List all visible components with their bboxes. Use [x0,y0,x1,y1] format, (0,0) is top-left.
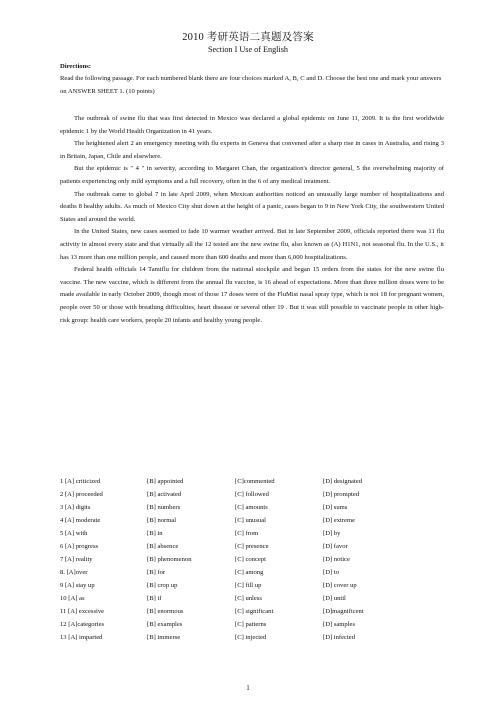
option-a: 13 [A] imparted [60,634,103,641]
option-row [60,569,450,582]
option-a: 7 [A] reality [60,556,93,563]
option-a: 4 [A] moderate [60,517,101,524]
option-row [60,517,450,530]
option-a: 1 [A] criticized [60,478,101,485]
option-c: [C] patterns [235,621,267,628]
option-d: [D] prompted [323,491,360,498]
option-a: 5 [A] with [60,530,88,537]
option-d: [D] extreme [323,517,356,524]
option-a: 12 [A]categories [60,621,105,628]
option-a: 6 [A] progress [60,543,99,550]
option-c: [C] amounts [235,504,268,511]
option-c: [C] from [235,530,259,537]
option-c: [C] presence [235,543,269,550]
option-b: [B] phenomenon [147,556,192,563]
option-d: [D] samples [323,621,356,628]
document-title: 2010 考研英语二真题及答案 [182,32,314,43]
option-c: [C] among [235,569,264,576]
option-a: 11 [A] excessive [60,608,105,615]
option-c: [C]commented [235,478,275,485]
option-row [60,556,450,569]
option-row [60,634,450,647]
option-c: [C] concept [235,556,266,563]
option-b: [B] if [147,595,162,602]
passage-paragraph: But the epidemic is " 4 " in severity, according to Margaret Chan, the organization's director general, 5 the overwhelming majority of patients experiencing only mild symptoms and a full recovery, often in the 6 of any medical treatment. [60,165,444,185]
passage-paragraph: The heightened alert 2 an emergency meeting with flu experts in Geneva that convened after a sharp rise in cases in Australia, and rising 3 in Britain, Japan, Chile and elsewhere. [60,140,444,160]
option-b: [B] appointed [147,478,184,485]
option-c: [C] significant [235,608,274,615]
answer-options [60,478,450,647]
option-d: [D] sums [323,504,348,511]
option-d: [D] cover up [323,582,357,589]
passage [60,113,444,327]
option-c: [C] injected [235,634,267,641]
option-c: [C] followed [235,491,269,498]
option-c: [C] unless [235,595,262,602]
option-c: [C] fill up [235,582,262,589]
option-a: 10 [A] as [60,595,85,602]
option-d: [D] favor [323,543,348,550]
option-row [60,478,450,491]
option-a: 8. [A]over [60,569,88,576]
passage-paragraph: Federal health officials 14 Tamiflu for children from the national stockpile and began 15 orders from the states for the new swine flu vaccine. The new vaccine, which is different from the annual flu vaccine, is 16 ahead of expectations. More than three million doses were to be made available in early October 2009, though most of those 17 doses were of the FluMist nasal spray type, which is not 18 for pregnant women, people over 50 or those with breathing difficulties, heart disease or several other 19 . But it was still possible to vaccinate people in other high-risk group: health care workers, people 20 infants and healthy young people. [60,266,444,324]
option-b: [B] absence [147,543,179,550]
option-row [60,491,450,504]
directions-text: Read the following passage. For each numbered blank there are four choices marked A, B, C and D. Choose the best one and mark your answers on ANSWER SHEET 1. (10 points) [60,75,442,95]
option-a: 9 [A] stay up [60,582,95,589]
page-number: 1 [246,684,250,692]
option-b: [B] for [147,569,166,576]
option-row [60,543,450,556]
option-b: [B] activated [147,491,182,498]
option-b: [B] immerse [147,634,181,641]
option-d: [D] until [323,595,346,602]
option-row [60,504,450,517]
option-a: 3 [A] digits [60,504,91,511]
option-row [60,582,450,595]
option-b: [B] enormous [147,608,184,615]
option-d: [D] by [323,530,341,537]
option-d: [D] infected [323,634,356,641]
passage-paragraph: The outbreak came to global 7 in late April 2009, when Mexican authorities noticed an unusually large number of hospitalizations and deaths 8 healthy adults. As much of Mexico City shut down at the height of a panic, cases began to 9 in New York City, the southwestern United States and around the world. [60,190,444,223]
option-b: [B] numbers [147,504,181,511]
option-row [60,530,450,543]
option-row [60,621,450,634]
option-b: [B] normal [147,517,177,524]
section-heading: Section I Use of English [207,45,289,54]
option-d: [D] to [323,569,339,576]
option-c: [C] unusual [235,517,266,524]
option-row [60,595,450,608]
option-row [60,608,450,621]
option-b: [B] in [147,530,163,537]
option-d: [D] designated [323,478,362,485]
option-d: [D] notice [323,556,350,563]
passage-paragraph: The outbreak of swine flu that was first detected in Mexico was declared a global epidemic on June 11, 2009. It is the first worldwide epidemic 1 by the World Health Organization in 41 years. [60,115,444,135]
option-b: [B] crop up [147,582,178,589]
option-d: [D]magnificent [323,608,364,615]
directions-label: Directions: [60,63,92,70]
passage-paragraph: In the United States, new cases seemed to fade 10 warmer weather arrived. But in late September 2009, officials reported there was 11 flu activity in almost every state and that virtually all the 12 tested are the new swine flu, also known as (A) H1N1, not seasonal flu. In the U.S., it has 13 more than one million people, and caused more than 600 deaths and more than 6,000 hospitalizations. [60,228,444,261]
option-a: 2 [A] proceeded [60,491,103,498]
option-b: [B] examples [147,621,183,628]
